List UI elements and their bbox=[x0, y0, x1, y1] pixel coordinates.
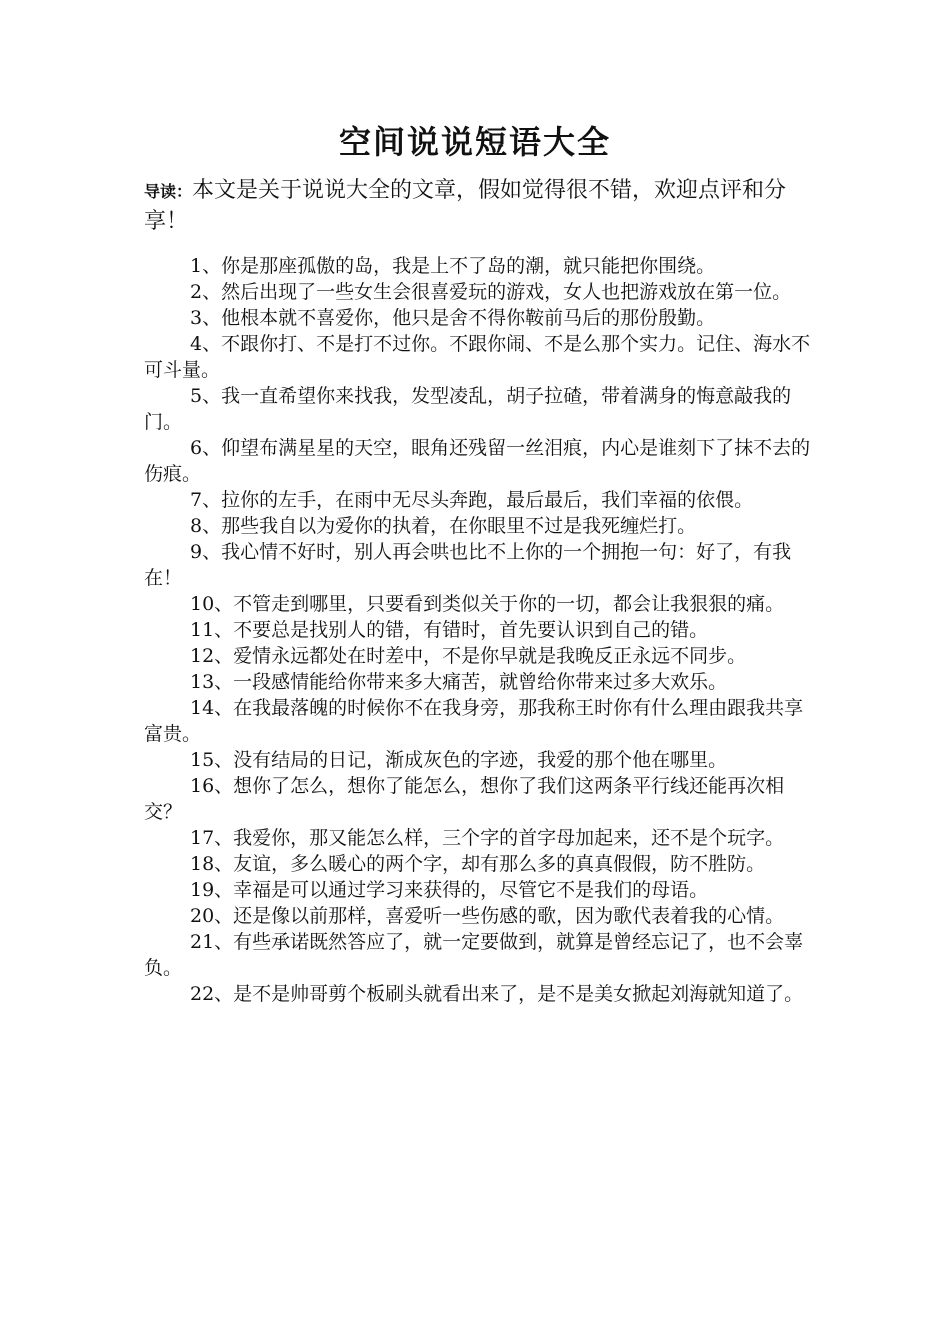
list-item: 22、是不是帅哥剪个板刷头就看出来了，是不是美女掀起刘海就知道了。 bbox=[190, 983, 804, 1005]
list-item: 18、友谊，多么暖心的两个字，却有那么多的真真假假，防不胜防。 bbox=[190, 853, 766, 875]
quote-list bbox=[144, 253, 816, 1007]
list-item: 3、他根本就不喜爱你，他只是舍不得你鞍前马后的那份殷勤。 bbox=[190, 307, 716, 329]
list-item: 11、不要总是找别人的错，有错时，首先要认识到自己的错。 bbox=[190, 619, 709, 641]
intro-label: 导读： bbox=[144, 182, 193, 201]
list-item: 1、你是那座孤傲的岛，我是上不了岛的潮，就只能把你围绕。 bbox=[190, 255, 716, 277]
list-item: 6、仰望布满星星的天空，眼角还残留一丝泪痕，内心是谁刻下了抹不去的伤痕。 bbox=[144, 437, 811, 485]
intro-text: 本文是关于说说大全的文章，假如觉得很不错，欢迎点评和分享！ bbox=[144, 178, 787, 234]
list-item: 9、我心情不好时，别人再会哄也比不上你的一个拥抱一句：好了，有我在！ bbox=[144, 541, 792, 589]
list-item: 16、想你了怎么，想你了能怎么，想你了我们这两条平行线还能再次相交？ bbox=[144, 775, 785, 823]
document-title: 空间说说短语大全 bbox=[338, 123, 611, 161]
list-item: 13、一段感情能给你带来多大痛苦，就曾给你带来过多大欢乐。 bbox=[190, 671, 728, 693]
list-item: 5、我一直希望你来找我，发型凌乱，胡子拉碴，带着满身的悔意敲我的门。 bbox=[144, 385, 792, 433]
intro-paragraph bbox=[144, 176, 814, 237]
list-item: 8、那些我自以为爱你的执着，在你眼里不过是我死缠烂打。 bbox=[190, 515, 697, 537]
list-item: 7、拉你的左手，在雨中无尽头奔跑，最后最后，我们幸福的依偎。 bbox=[190, 489, 754, 511]
list-item: 19、幸福是可以通过学习来获得的，尽管它不是我们的母语。 bbox=[190, 879, 709, 901]
list-item: 4、不跟你打、不是打不过你。不跟你闹、不是么那个实力。记住、海水不可斗量。 bbox=[144, 333, 811, 381]
list-item: 10、不管走到哪里，只要看到类似关于你的一切，都会让我狠狠的痛。 bbox=[190, 593, 785, 615]
list-item: 20、还是像以前那样，喜爱听一些伤感的歌，因为歌代表着我的心情。 bbox=[190, 905, 785, 927]
list-item: 2、然后出现了一些女生会很喜爱玩的游戏，女人也把游戏放在第一位。 bbox=[190, 281, 792, 303]
list-item: 21、有些承诺既然答应了，就一定要做到，就算是曾经忘记了，也不会辜负。 bbox=[144, 931, 804, 979]
list-item: 14、在我最落魄的时候你不在我身旁，那我称王时你有什么理由跟我共享富贵。 bbox=[144, 697, 804, 745]
list-item: 15、没有结局的日记，渐成灰色的字迹，我爱的那个他在哪里。 bbox=[190, 749, 728, 771]
list-item: 17、我爱你，那又能怎么样，三个字的首字母加起来，还不是个玩字。 bbox=[190, 827, 785, 849]
list-item: 12、爱情永远都处在时差中，不是你早就是我晚反正永远不同步。 bbox=[190, 645, 747, 667]
